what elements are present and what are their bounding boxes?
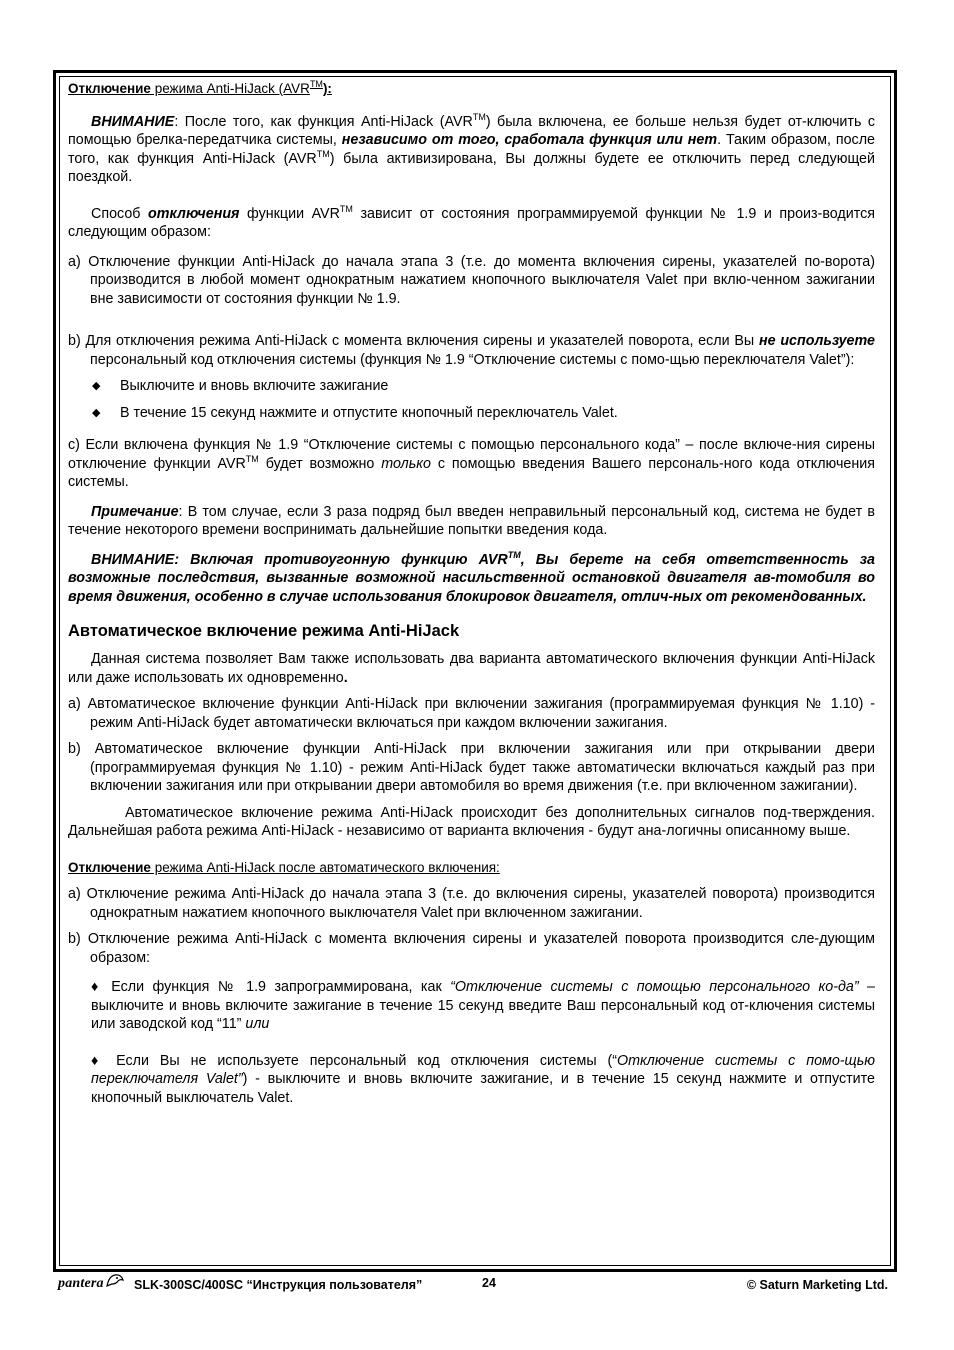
auto-item-b: b) Автоматическое включение функции Anti-HiJack при включении зажигания или при открывании двери (программируемая функция № 1.10) - режим Anti-HiJack будет также автоматически включаться каждый раз при включении зажигания или при открывании двери автомобиля во время движения (т.е. при включенном зажигании). [68,741,875,794]
list-item-a: a) Отключение функции Anti-HiJack до начала этапа 3 (т.е. до момента включения сирены, указателей по-ворота) производится в любой момент однократным нажатием кнопочного выключателя Valet при вклю-ченном зажигании вне зависимости от состояния функции № 1.9. [68,253,875,307]
note-paragraph: Примечание: В том случае, если 3 раза подряд был введен неправильный персональный код, система не будет в течение некоторого времени воспринимать дальнейшие попытки введения кода. [68,503,875,538]
auto-intro-paragraph: Данная система позволяет Вам также использовать два варианта автоматического включения функции Anti-HiJack или даже использовать их одновременно. [68,651,875,686]
pantera-logo: pantera [58,1276,104,1291]
section-heading-disable: Отключение режима Anti-HiJack (AVR™): [68,79,332,96]
page-content [68,80,875,1107]
footer-copyright: © Saturn Marketing Ltd. [746,1278,888,1292]
bullet-item: ◆ В течение 15 секунд нажмите и отпустите кнопочный переключатель Valet. [92,404,618,421]
diamond-bullet-icon: ◆ [92,406,101,419]
disable-sub-item: ♦ Если Вы не используете персональный код отключения системы (“Отключение системы с помо-щью переключателя Valet”) - выключите и вновь включите зажигание, и в течение 15 секунд нажмите и отпустите кнопочный выключатель Valet. [91,1052,875,1106]
panther-head-icon [105,1272,125,1293]
section-heading-disable-auto: Отключение режима Anti-HiJack после автоматического включения: [68,859,500,875]
diamond-bullet-icon: ◆ [92,380,101,392]
method-paragraph: Способ отключения функции AVR™ зависит от состояния программируемой функции № 1.9 и произ-водится следующим образом: [68,203,875,240]
bullet-item: ◆ Выключите и вновь включите зажигание [92,378,389,394]
list-item-c: c) Если включена функция № 1.9 “Отключение системы с помощью персонального кода” – после включе-ния сирены отключение функции AVR™ будет возможно только с помощью введения Вашего персональ-ного кода отключения системы. [68,437,875,490]
disable-item-b: b) Отключение режима Anti-HiJack с момента включения сирены и указателей поворота производится сле-дующим образом: [68,931,875,966]
disable-sub-item: ♦ Если функция № 1.9 запрограммирована, как “Отключение системы с помощью персонального ко-да” – выключите и вновь включите зажигание в течение 15 секунд введите Ваш персональный код от-ключения системы или заводской код “11” или [91,979,875,1032]
list-item-b: b) Для отключения режима Anti-HiJack с момента включения сирены и указателей поворота, если Вы не используете персональный код отключения системы (функция № 1.9 “Отключение системы с помо-щью переключателя Valet”): [68,333,875,368]
section-heading-auto: Автоматическое включение режима Anti-HiJack [68,622,460,640]
page-number: 24 [482,1276,496,1290]
page-footer [58,1276,888,1296]
footer-title: SLK-300SC/400SC “Инструкция пользователя” [134,1278,423,1292]
disable-item-a: a) Отключение режима Anti-HiJack до начала этапа 3 (т.е. до включения сирены, указателей поворота) производится однократным нажатием кнопочного выключателя Valet при включенном зажигании. [68,886,875,921]
auto-confirm-paragraph: Автоматическое включение режима Anti-HiJack происходит без дополнительных сигналов под-тверждения. Дальнейшая работа режима Anti-HiJack - независимо от варианта включения - будут ана-логичны описанному выше. [68,804,875,839]
warning-bold-paragraph: ВНИМАНИЕ: Включая противоугонную функцию AVR™, Вы берете на себя ответственность за возможные последствия, вызванные возможной насильственной остановкой двигателя ав-томобиля во время движения, особенно в случае использования блокировок двигателя, отлич-ных от рекомендованных. [68,549,875,605]
warning-paragraph: ВНИМАНИЕ: После того, как функция Anti-HiJack (AVR™) была включена, ее больше нельзя будет от-ключить с помощью брелка-передатчика системы, независимо от того, сработала функция или нет. Таким образом, после того, как функция Anti-HiJack (AVR™) была активизирована, Вы должны будете ее отключить перед следующей поездкой. [68,111,875,185]
auto-item-a: a) Автоматическое включение функции Anti-HiJack при включении зажигания (программируемая функция № 1.10) - режим Anti-HiJack будет автоматически включаться при каждом включении зажигания. [68,696,875,731]
